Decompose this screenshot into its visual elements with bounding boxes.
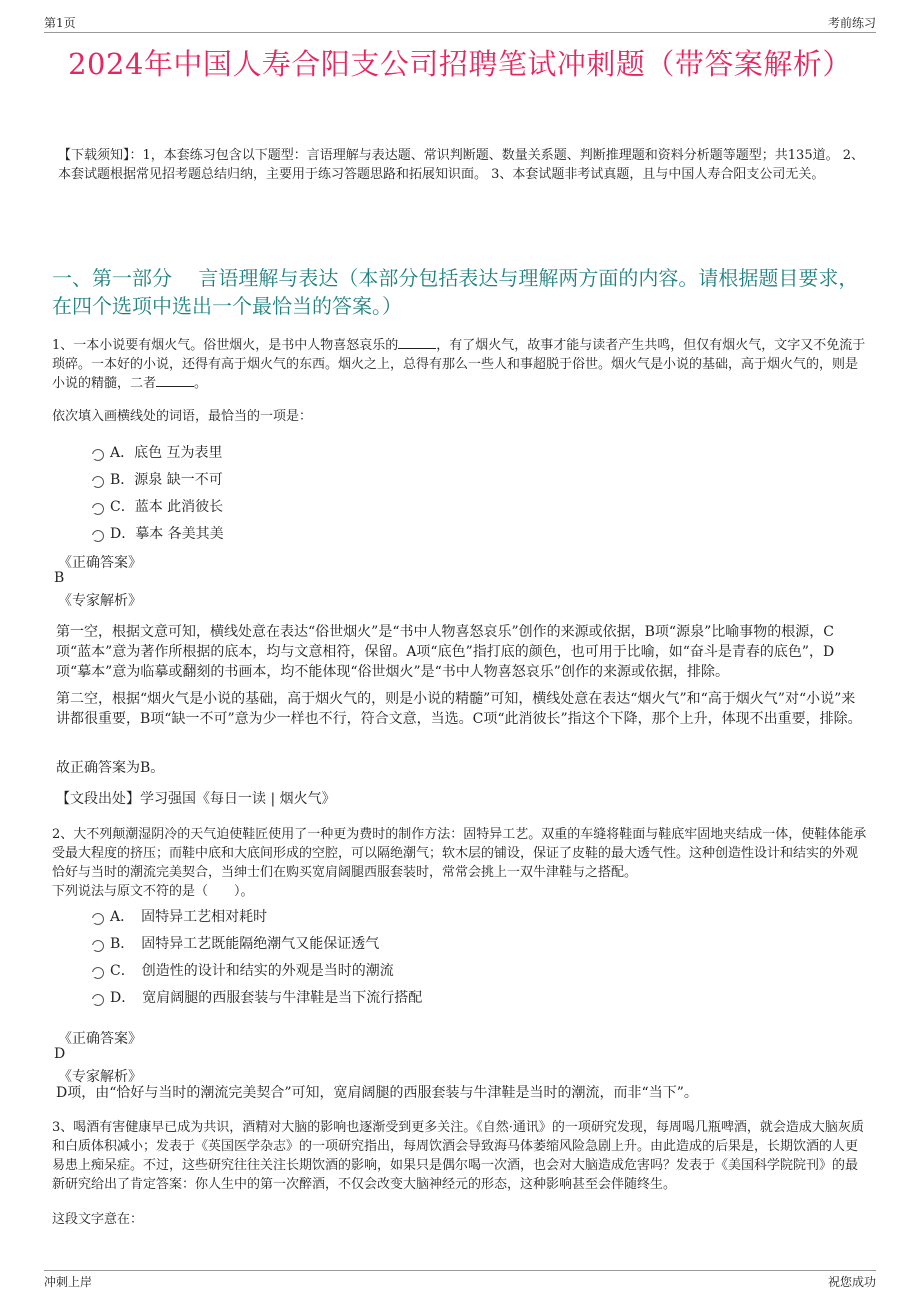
analysis-label: 《专家解析》 [58, 1069, 142, 1085]
radio-icon[interactable] [92, 476, 104, 488]
footer-left: 冲刺上岸 [44, 1275, 93, 1289]
source-note: 【文段出处】学习强国《每日一读 | 烟火气》 [56, 791, 336, 807]
option-a[interactable]: A． 固特异工艺相对耗时 [92, 906, 267, 926]
option-d[interactable]: D．摹本 各美其美 [92, 523, 224, 543]
option-d[interactable]: D． 宽肩阔腿的西服套装与牛津鞋是当下流行搭配 [92, 987, 422, 1007]
question-2-text: 2、大不列颠潮湿阴冷的天气迫使鞋匠使用了一种更为费时的制作方法：固特异工艺。双重的车缝将鞋面与鞋底牢固地夹结成一体，使鞋体能承受最大程度的挤压；而鞋中底和大底间形成的空腔，可以隔绝潮气；软木层的铺设，保证了皮鞋的最大透气性。这种创造性设计和结实的外观恰好与当时的潮流完美契合，当绅士们在购买宽肩阔腿西服套装时，常常会挑上一双牛津鞋与之搭配。 [52, 827, 867, 880]
page-footer [44, 1270, 876, 1291]
answer-value: B [54, 570, 65, 586]
radio-icon[interactable] [92, 940, 104, 952]
question-1-text-c: 。 [194, 376, 208, 391]
question-1-text [52, 336, 870, 393]
option-b[interactable]: B．源泉 缺一不可 [92, 469, 223, 489]
footer-right: 祝您成功 [827, 1275, 876, 1289]
analysis-paragraph-2: 第二空，根据“烟火气是小说的基础，高于烟火气的，则是小说的精髓”可知，横线处意在表达“烟火气”和“高于烟火气”对“小说”来讲都很重要，B项“缺一不可”意为少一样也不行，符合文意，当选。C项“此消彼长”指这个下降，那个上升，体现不出重要，排除。 [56, 691, 862, 727]
header-tag: 考前练习 [827, 16, 876, 30]
option-c[interactable]: C．蓝本 此消彼长 [92, 496, 223, 516]
radio-icon[interactable] [92, 530, 104, 542]
fill-blank [156, 374, 194, 387]
question-1-text-a: 1、一本小说要有烟火气。俗世烟火，是书中人物喜怒哀乐的 [52, 338, 399, 353]
question-3-text: 3、喝酒有害健康早已成为共识，酒精对大脑的影响也逐渐受到更多关注。《自然·通讯》的一项研究发现，每周喝几瓶啤酒，就会造成大脑灰质和白质体积减小；发表于《英国医学杂志》的一项研究指出，每周饮酒会导致海马体萎缩风险急剧上升。由此造成的后果是，长期饮酒的人更易患上痴呆症。不过，这些研究往往关注长期饮酒的影响，如果只是偶尔喝一次酒，也会对大脑造成危害吗？发表于《美国科学院院刊》的最新研究给出了肯定答案：你人生中的第一次醉酒，不仅会改变大脑神经元的形态，这种影响甚至会伴随终生。 [52, 1120, 864, 1192]
radio-icon[interactable] [92, 994, 104, 1006]
radio-icon[interactable] [92, 967, 104, 979]
page-number: 第1页 [44, 16, 76, 30]
analysis-paragraph-1: 第一空，根据文意可知，横线处意在表达“俗世烟火”是“书中人物喜怒哀乐”创作的来源或依据，B项“源泉”比喻事物的根源，C项“蓝本”意为著作所根据的底本，均与文意相符，保留。A项“底色”指打底的颜色，也可用于比喻，如“奋斗是青春的底色”，D项“摹本”意为临摹或翻刻的书画本，均不能体现“俗世烟火”是“书中人物喜怒哀乐”创作的来源或依据，排除。 [56, 624, 835, 680]
option-b[interactable]: B． 固特异工艺既能隔绝潮气又能保证透气 [92, 933, 379, 953]
analysis-conclusion: 故正确答案为B。 [56, 760, 165, 776]
question-2-prompt: 下列说法与原文不符的是（ ）。 [52, 884, 254, 899]
option-a[interactable]: A．底色 互为表里 [92, 442, 223, 462]
answer-label: 《正确答案》 [58, 1031, 142, 1047]
option-c[interactable]: C． 创造性的设计和结实的外观是当时的潮流 [92, 960, 394, 980]
radio-icon[interactable] [92, 503, 104, 515]
question-1-text-b: ，有了烟火气，故事才能与读者产生共鸣，但仅有烟火气，文字又不免流于琐碎。一本好的小说，还得有高于烟火气的东西。烟火之上，总得有那么一些人和事超脱于俗世。烟火气是小说的基础，高于烟火气的，则是小说的精髓，二者 [52, 338, 866, 391]
radio-icon[interactable] [92, 449, 104, 461]
radio-icon[interactable] [92, 913, 104, 925]
answer-value: D [54, 1046, 66, 1062]
page-title: 2024年中国人寿合阳支公司招聘笔试冲刺题（带答案解析） [68, 47, 852, 81]
analysis-label: 《专家解析》 [58, 593, 142, 609]
question-1-prompt: 依次填入画横线处的词语，最恰当的一项是： [52, 409, 313, 424]
analysis-paragraph: D项，由“恰好与当时的潮流完美契合”可知，宽肩阔腿的西服套装与牛津鞋是当时的潮流，而非“当下”。 [56, 1085, 698, 1101]
download-notice: 【下载须知】：1，本套练习包含以下题型：言语理解与表达题、常识判断题、数量关系题、判断推理题和资料分析题等题型；共135道。 2、本套试题根据常见招考题总结归纳，主要用于练习答题思路和拓展知识面。 3、本套试题非考试真题，且与中国人寿合阳支公司无关。 [58, 148, 864, 182]
page-header [44, 12, 876, 33]
section-heading: 一、第一部分 言语理解与表达（本部分包括表达与理解两方面的内容。请根据题目要求，在四个选项中选出一个最恰当的答案。） [52, 266, 859, 318]
answer-label: 《正确答案》 [58, 555, 142, 571]
question-3-prompt: 这段文字意在： [52, 1212, 144, 1227]
fill-blank [398, 336, 436, 349]
